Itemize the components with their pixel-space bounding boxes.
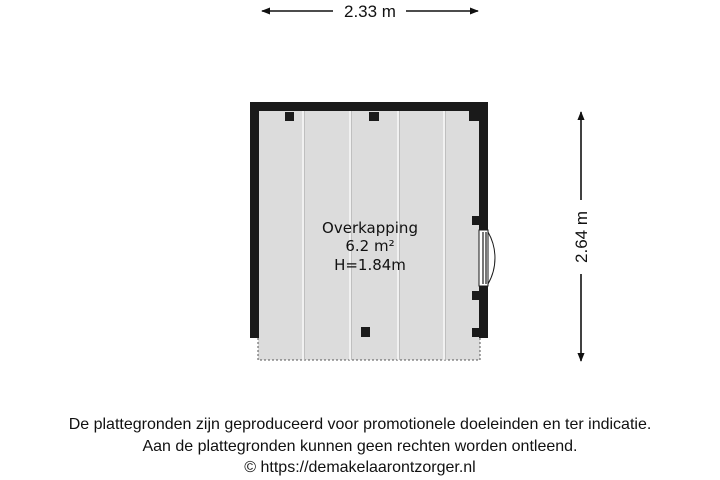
top-wall: [250, 102, 488, 111]
room-area: 6.2 m²: [345, 237, 395, 255]
post: [361, 327, 370, 337]
door: [479, 230, 495, 286]
room-name: Overkapping: [322, 219, 418, 237]
post: [472, 216, 479, 225]
post: [472, 328, 479, 337]
depth-dimension-label: 2.64 m: [572, 211, 591, 263]
copyright-line: © https://demakelaarontzorger.nl: [244, 459, 476, 476]
post: [285, 112, 294, 121]
disclaimer-line: Aan de plattegronden kunnen geen rechten worden ontleend.: [142, 438, 578, 455]
disclaimer-line: De plattegronden zijn geproduceerd voor promotionele doeleinden en ter indicatie.: [68, 416, 652, 433]
width-dimension: [262, 2, 478, 21]
right-wall-lower: [479, 286, 488, 338]
depth-dimension: [572, 112, 591, 361]
post: [472, 291, 479, 300]
post: [469, 111, 479, 121]
post: [369, 112, 379, 121]
door-swing-arc: [488, 232, 495, 284]
room-height: H=1.84m: [334, 256, 406, 274]
right-wall-upper: [479, 102, 488, 230]
width-dimension-label: 2.33 m: [344, 2, 396, 21]
left-wall: [250, 102, 259, 338]
